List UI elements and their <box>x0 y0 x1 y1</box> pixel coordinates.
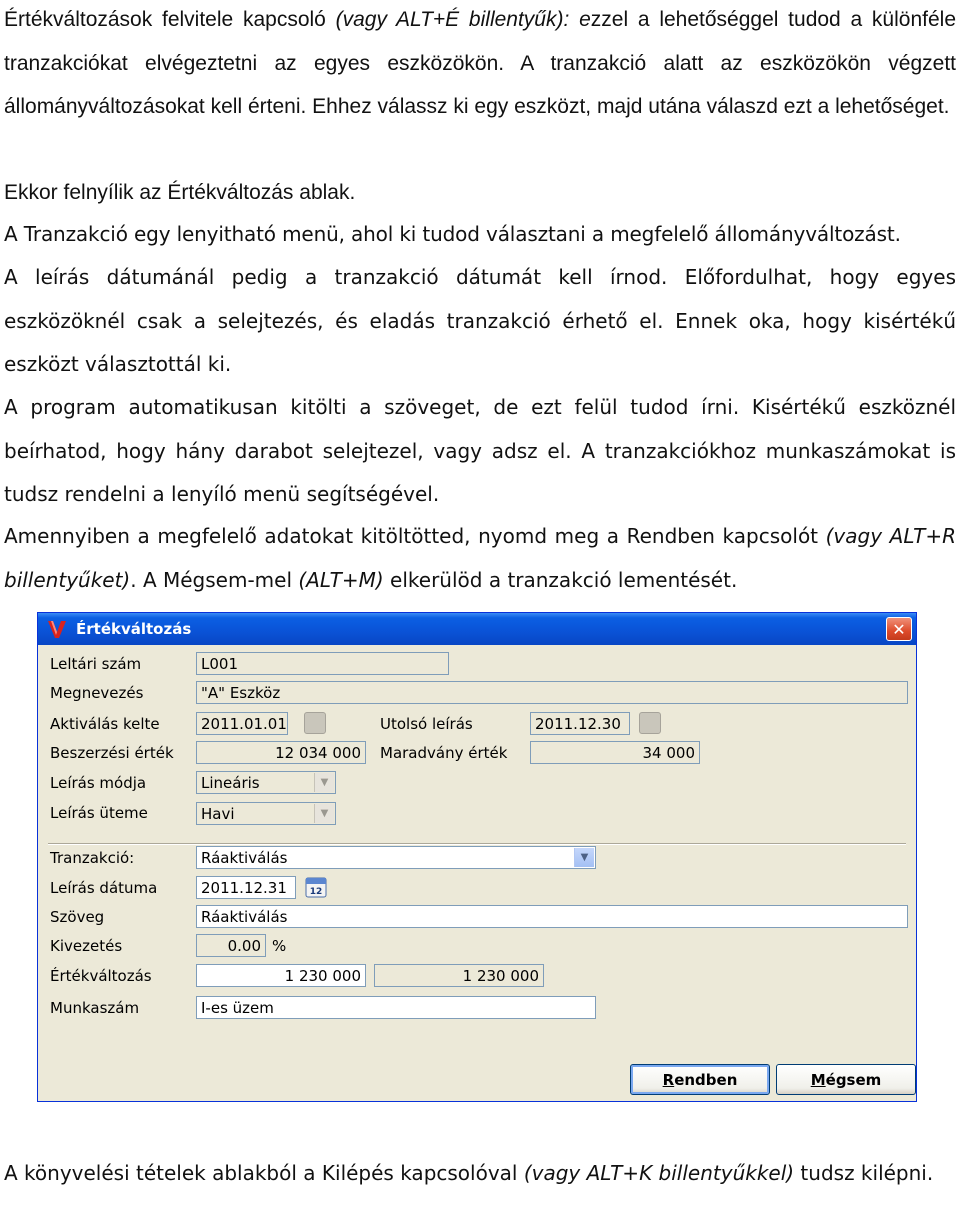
leiras-modja-value: Lineáris <box>201 774 260 792</box>
label-tranzakcio: Tranzakció: <box>50 849 135 867</box>
label-szoveg: Szöveg <box>50 908 105 926</box>
utolso-leiras-calendar-button <box>639 712 661 734</box>
label-leltari-szam: Leltári szám <box>50 655 142 673</box>
kilepes-shortcut: (vagy ALT+K billentyűkkel) <box>523 1161 795 1185</box>
paragraph-kilepes <box>4 1152 956 1196</box>
szoveg-field[interactable]: Ráaktiválás <box>196 905 908 928</box>
chevron-down-icon: ▼ <box>314 804 334 823</box>
label-beszerzesi-ertek: Beszerzési érték <box>50 744 174 762</box>
rendben-mid: . A Mégsem-mel <box>130 567 299 592</box>
munkaszam-select[interactable] <box>196 996 596 1019</box>
app-logo-icon <box>48 619 66 639</box>
paragraph-window-opens: Ekkor felnyílik az Értékváltozás ablak. <box>4 181 356 204</box>
label-ertekvaltozas: Értékváltozás <box>50 967 152 985</box>
kilepes-lead: A könyvelési tételek ablakból a Kilépés kapcsolóval <box>4 1161 524 1185</box>
ertekvaltozas-readonly-field: 1 230 000 <box>374 964 544 987</box>
utolso-leiras-field: 2011.12.30 <box>530 712 630 735</box>
megsem-button[interactable] <box>776 1064 916 1095</box>
svg-text:12: 12 <box>309 887 323 897</box>
leiras-modja-select <box>196 771 336 794</box>
munkaszam-value: I-es üzem <box>201 999 274 1017</box>
kivezetes-field: 0.00 <box>196 934 266 957</box>
label-aktivalas-kelte: Aktiválás kelte <box>50 715 160 733</box>
beszerzesi-ertek-field: 12 034 000 <box>196 741 366 764</box>
intro-shortcut: (vagy ALT+É billentyűk): e <box>335 8 591 31</box>
kilepes-end: tudsz kilépni. <box>794 1161 934 1185</box>
megnevezes-field: "A" Eszköz <box>196 681 908 704</box>
leiras-uteme-select <box>196 802 336 825</box>
rendben-mnemonic: R <box>662 1070 675 1089</box>
label-leiras-uteme: Leírás üteme <box>50 804 148 822</box>
dialog-title: Értékváltozás <box>76 620 192 638</box>
leltari-szam-field: L001 <box>196 652 449 675</box>
ertekvaltozas-field[interactable]: 1 230 000 <box>196 964 366 987</box>
label-utolso-leiras: Utolsó leírás <box>380 715 473 733</box>
intro-lead: Értékváltozások felvitele kapcsoló <box>4 8 336 31</box>
label-maradvany-ertek: Maradvány érték <box>380 744 508 762</box>
aktivalas-kelte-field: 2011.01.01 <box>196 712 288 735</box>
rendben-end: elkerülöd a tranzakció lementését. <box>383 567 738 592</box>
megsem-label: égsem <box>825 1070 882 1089</box>
intro-rest: zzel a lehetőséggel tudod a különféle tranzakciókat elvégeztetni az egyes eszközökön. A tranzakció alatt az eszközökön végzett állományváltozásokat kell érteni. Ehhez válassz ki egy eszközt, majd utána válaszd ezt a lehetőséget. <box>4 8 956 118</box>
tranzakcio-select[interactable] <box>196 846 596 869</box>
rendben-button[interactable] <box>630 1064 770 1095</box>
label-megnevezes: Megnevezés <box>50 684 144 702</box>
close-button[interactable] <box>886 617 912 641</box>
maradvany-ertek-field: 34 000 <box>530 741 700 764</box>
close-icon: ✕ <box>892 619 906 639</box>
ertekvaltozas-dialog <box>37 612 917 1102</box>
rendben-lead: Amennyiben a megfelelő adatokat kitöltötted, nyomd meg a Rendben kapcsolót <box>4 524 826 548</box>
label-leiras-datuma: Leírás dátuma <box>50 879 158 897</box>
paragraph-auto-fill: A program automatikusan kitölti a szöveget, de ezt felül tudod írni. Kisértékű eszköznél beírhatod, hogy hány darabot selejtezel, vagy adsz el. A tranzakciókhoz munkaszámokat is tudsz rendelni a lenyíló menü segítségével. <box>4 395 956 506</box>
aktivalas-calendar-button <box>304 712 326 734</box>
megsem-mnemonic: M <box>810 1070 826 1089</box>
chevron-down-icon[interactable]: ▼ <box>574 848 594 867</box>
rendben-label: endben <box>674 1070 738 1089</box>
leiras-datuma-field[interactable]: 2011.12.31 <box>196 876 296 899</box>
label-leiras-modja: Leírás módja <box>50 774 147 792</box>
label-kivezetes: Kivezetés <box>50 937 123 955</box>
label-munkaszam: Munkaszám <box>50 999 140 1017</box>
leiras-uteme-value: Havi <box>201 805 235 823</box>
paragraph-leiras-datum: A leírás dátumánál pedig a tranzakció dátumát kell írnod. Előfordulhat, hogy egyes eszközöknél csak a selejtezés, és eladás tranzakció érhető el. Ennek oka, hogy kisértékű eszközt választottál ki. <box>4 265 956 376</box>
chevron-down-icon: ▼ <box>314 773 334 792</box>
tranzakcio-value: Ráaktiválás <box>201 849 288 867</box>
kivezetes-unit: % <box>272 937 287 955</box>
paragraph-tranzakcio: A Tranzakció egy lenyitható menü, ahol ki tudod választani a megfelelő állományváltozást. <box>4 222 901 246</box>
paragraph-rendben <box>4 515 956 602</box>
calendar-icon[interactable] <box>304 876 328 899</box>
section-divider <box>48 843 906 845</box>
rendben-shortcut: (vagy ALT+R billentyűket) <box>4 524 956 592</box>
megsem-shortcut: (ALT+M) <box>298 567 384 592</box>
dialog-titlebar[interactable] <box>38 613 916 645</box>
paragraph-intro <box>4 0 956 129</box>
